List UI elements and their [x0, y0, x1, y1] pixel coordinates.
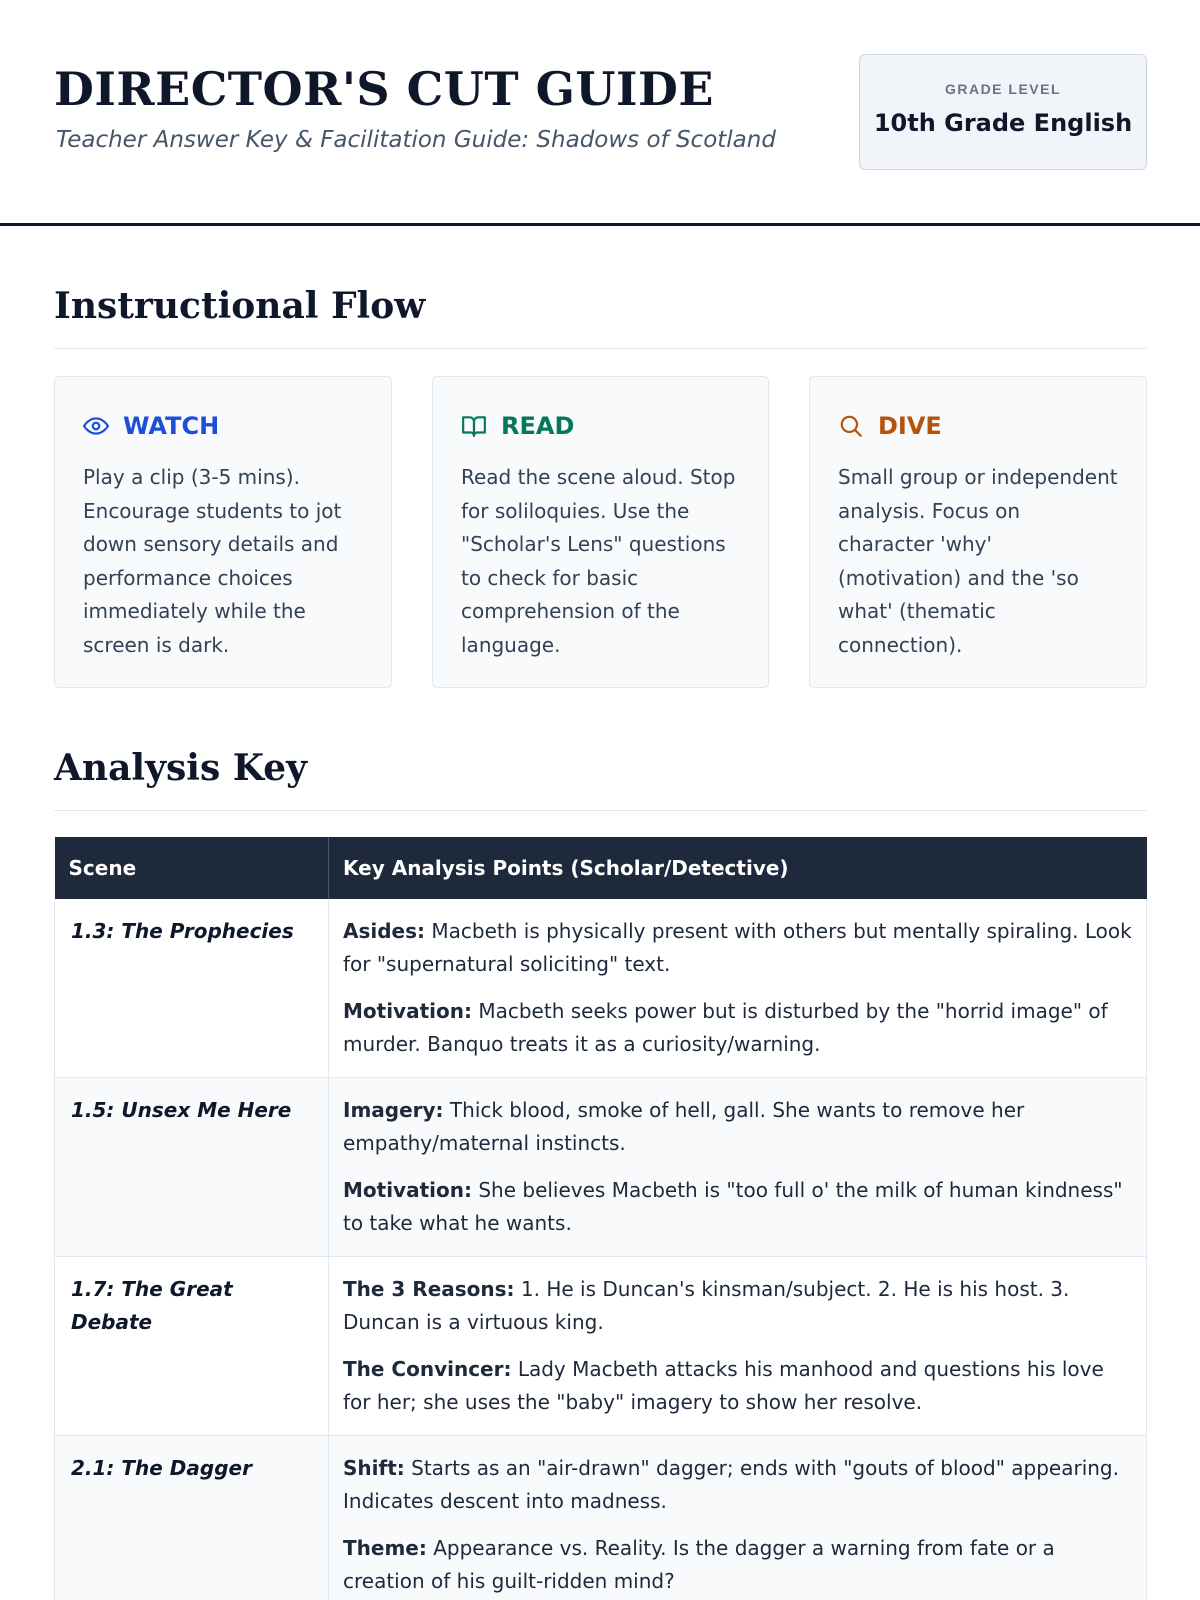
page-header [0, 0, 1200, 226]
grade-level-label: GRADE LEVEL [944, 81, 1062, 97]
grade-level-badge [859, 54, 1147, 170]
search-icon [838, 413, 864, 439]
section-divider [54, 810, 1147, 811]
dive-card-title: DIVE [878, 412, 942, 440]
dive-card-body: Small group or independent analysis. Focus on character 'why' (motivation) and the 'so what' (thematic connection). [838, 465, 1118, 657]
table-header-row [55, 837, 1147, 899]
analysis-points-cell [329, 1078, 1147, 1257]
table-row [55, 899, 1147, 1078]
analysis-key-heading: Analysis Key [54, 747, 308, 789]
point-label: Motivation: [343, 999, 472, 1023]
point-text: 1. He is Duncan's kinsman/subject. 2. He is his host. 3. Duncan is a virtuous king. [343, 1277, 1070, 1334]
read-card [432, 376, 769, 688]
column-header-analysis-points: Key Analysis Points (Scholar/Detective) [329, 837, 1147, 899]
analysis-points-cell [329, 899, 1147, 1078]
point-label: The 3 Reasons: [343, 1277, 515, 1301]
analysis-points-cell [329, 1257, 1147, 1436]
scene-cell: 1.5: Unsex Me Here [55, 1078, 329, 1257]
analysis-point [343, 1174, 1132, 1240]
point-text: Lady Macbeth attacks his manhood and questions his love for her; she uses the "baby" imagery to show her resolve. [343, 1357, 1104, 1414]
dive-card [809, 376, 1147, 688]
analysis-point [343, 1094, 1132, 1160]
page-title: DIRECTOR'S CUT GUIDE [54, 62, 714, 116]
analysis-point [343, 1353, 1132, 1419]
analysis-point [343, 1532, 1132, 1598]
table-row [55, 1078, 1147, 1257]
watch-card-title: WATCH [123, 412, 220, 440]
point-label: Asides: [343, 919, 426, 943]
table-row [55, 1436, 1147, 1600]
point-label: Shift: [343, 1456, 405, 1480]
point-text: She believes Macbeth is "too full o' the milk of human kindness" to take what he wants. [343, 1178, 1123, 1235]
scene-cell: 2.1: The Dagger [55, 1436, 329, 1600]
point-label: Motivation: [343, 1178, 472, 1202]
analysis-point [343, 915, 1132, 981]
analysis-point [343, 995, 1132, 1061]
scene-cell: 1.7: The Great Debate [55, 1257, 329, 1436]
scene-cell: 1.3: The Prophecies [55, 899, 329, 1078]
section-divider [54, 348, 1147, 349]
analysis-point [343, 1452, 1132, 1518]
column-header-scene: Scene [55, 837, 329, 899]
point-text: Starts as an "air-drawn" dagger; ends with "gouts of blood" appearing. Indicates descent into madness. [343, 1456, 1119, 1513]
instructional-flow-heading: Instructional Flow [54, 285, 426, 327]
eye-icon [83, 413, 109, 439]
book-open-icon [461, 413, 487, 439]
analysis-table [54, 837, 1147, 1600]
page-subtitle: Teacher Answer Key & Facilitation Guide: Shadows of Scotland [56, 127, 776, 153]
point-label: Theme: [343, 1536, 427, 1560]
read-card-body: Read the scene aloud. Stop for soliloquies. Use the "Scholar's Lens" questions to check for basic comprehension of the language. [461, 465, 736, 657]
analysis-points-cell [329, 1436, 1147, 1600]
table-row [55, 1257, 1147, 1436]
analysis-point [343, 1273, 1132, 1339]
point-text: Macbeth seeks power but is disturbed by the "horrid image" of murder. Banquo treats it as a curiosity/warning. [343, 999, 1108, 1056]
point-text: Appearance vs. Reality. Is the dagger a warning from fate or a creation of his guilt-ridden mind? [343, 1536, 1055, 1593]
watch-card-body: Play a clip (3-5 mins). Encourage students to jot down sensory details and performance choices immediately while the screen is dark. [83, 465, 342, 657]
point-text: Macbeth is physically present with others but mentally spiraling. Look for "supernatural soliciting" text. [343, 919, 1132, 976]
watch-card [54, 376, 392, 688]
point-text: Thick blood, smoke of hell, gall. She wants to remove her empathy/maternal instincts. [343, 1098, 1025, 1155]
read-card-title: READ [501, 412, 575, 440]
point-label: The Convincer: [343, 1357, 512, 1381]
point-label: Imagery: [343, 1098, 444, 1122]
grade-level-value: 10th Grade English [873, 109, 1133, 137]
